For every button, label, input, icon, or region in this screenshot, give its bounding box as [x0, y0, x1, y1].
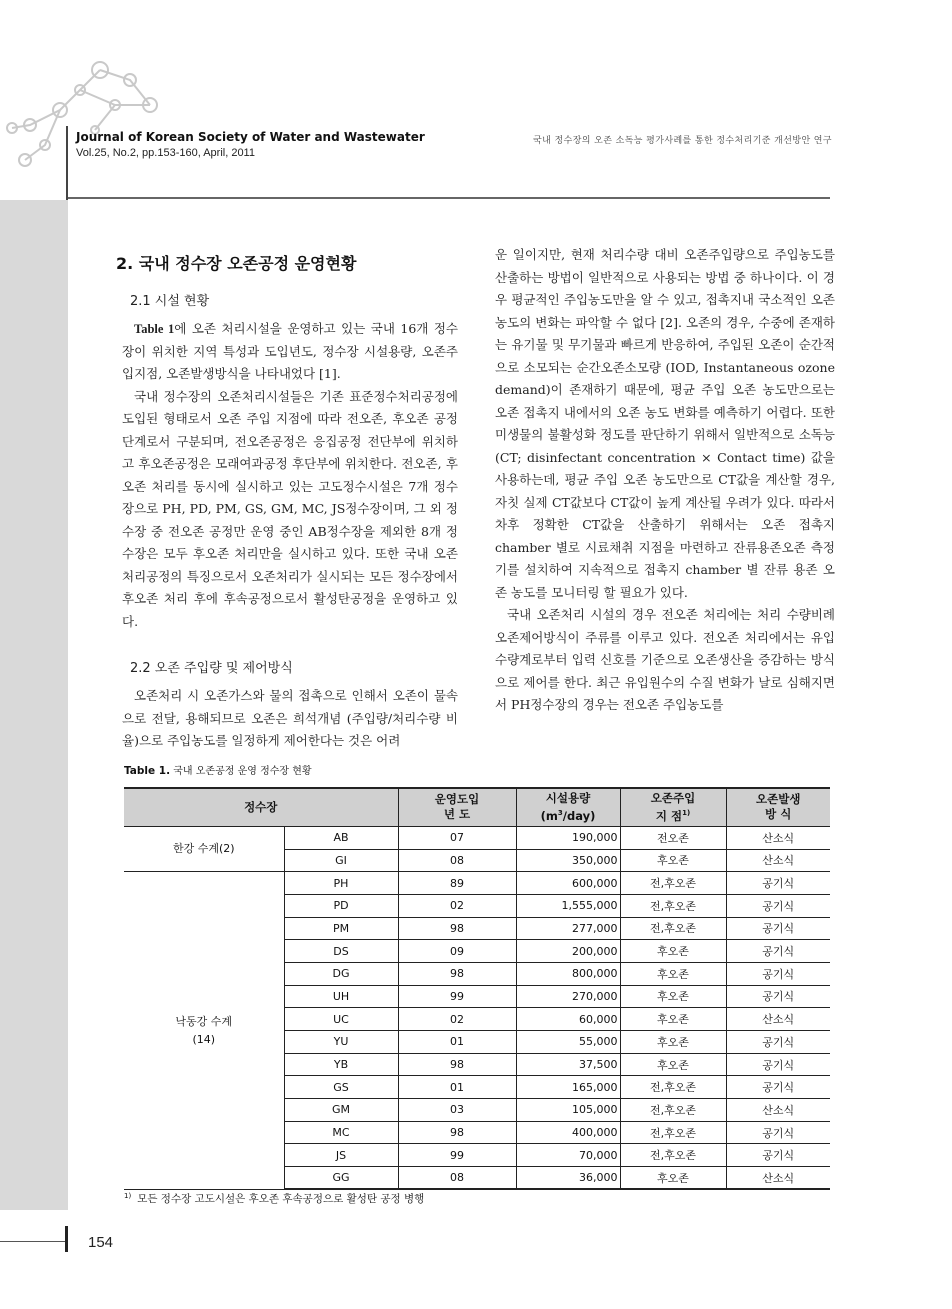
header-generation-method: 오존발생 방 식: [726, 788, 830, 826]
injection-point-cell: 후오존: [620, 940, 726, 963]
year-cell: 02: [398, 1008, 516, 1031]
capacity-cell: 60,000: [516, 1008, 620, 1031]
generation-method-cell: 공기식: [726, 1144, 830, 1167]
plant-code-cell: PM: [284, 917, 398, 940]
generation-method-cell: 산소식: [726, 826, 830, 849]
injection-point-cell: 후오존: [620, 985, 726, 1008]
year-cell: 98: [398, 1121, 516, 1144]
injection-point-cell: 전,후오존: [620, 917, 726, 940]
year-cell: 09: [398, 940, 516, 963]
capacity-cell: 55,000: [516, 1031, 620, 1054]
generation-method-cell: 산소식: [726, 1167, 830, 1190]
injection-point-cell: 전,후오존: [620, 872, 726, 895]
paragraph-2: 국내 정수장의 오존처리시설들은 기존 표준정수처리공정에 도입된 형태로서 오존 주입 지점에 따라 전오존, 후오존 공정단계로서 구분되며, 전오존공정은 응집공정 전단부에 위치하고 후오존공정은 모래여과공정 후단부에 위치한다. 전오존, 후오존 처리를 동시에 실시하고 있는 고도정수시설은 7개 정수장으로 PH, PD, PM, GS, GM, MC, JS정수장이며, 그 외 정수장 중 전오존 공정만 운영 중인 AB정수장을 제외한 8개 정수장은 모두 후오존 처리만을 실시하고 있다. 또한 국내 오존처리공정의 특징으로서 오존처리가 실시되는 모든 정수장에서 후오존 처리 후에 후속공정으로서 활성탄공정을 운영하고 있다.: [122, 388, 458, 629]
capacity-cell: 105,000: [516, 1099, 620, 1122]
injection-point-cell: 후오존: [620, 1053, 726, 1076]
plant-code-cell: DS: [284, 940, 398, 963]
generation-method-cell: 산소식: [726, 849, 830, 872]
header-injection-point: 오존주입 지 점$^{1)}$: [620, 788, 726, 826]
subsection-title-2-1: 2.1 시설 현황: [130, 294, 210, 309]
plant-code-cell: MC: [284, 1121, 398, 1144]
plant-code-cell: YB: [284, 1053, 398, 1076]
injection-point-cell: 후오존: [620, 962, 726, 985]
year-cell: 08: [398, 849, 516, 872]
section-title: 2. 국내 정수장 오존공정 운영현황: [116, 254, 357, 273]
capacity-cell: 200,000: [516, 940, 620, 963]
plant-code-cell: UC: [284, 1008, 398, 1031]
table-caption: Table 1. 국내 오존공정 운영 정수장 현황: [124, 765, 312, 777]
capacity-cell: 350,000: [516, 849, 620, 872]
year-cell: 99: [398, 1144, 516, 1167]
volume-info: Vol.25, No.2, pp.153-160, April, 2011: [76, 147, 255, 159]
molecule-decoration: [0, 50, 190, 190]
capacity-cell: 400,000: [516, 1121, 620, 1144]
group-nakdong-river: 낙동강 수계 (14): [124, 872, 284, 1190]
table-row: [124, 826, 830, 849]
plant-code-cell: AB: [284, 826, 398, 849]
group-han-river: 한강 수계(2): [124, 826, 284, 871]
plant-code-cell: YU: [284, 1031, 398, 1054]
capacity-cell: 600,000: [516, 872, 620, 895]
year-cell: 08: [398, 1167, 516, 1190]
header-rule: [68, 197, 830, 199]
header-vertical-rule: [66, 126, 68, 200]
year-cell: 89: [398, 872, 516, 895]
plant-code-cell: DG: [284, 962, 398, 985]
table-footnote: $^{1)}$ 모든 정수장 고도시설은 후오존 후속공정으로 활성탄 공정 병행: [124, 1191, 425, 1205]
capacity-cell: 277,000: [516, 917, 620, 940]
generation-method-cell: 공기식: [726, 1076, 830, 1099]
paragraph-3: 오존처리 시 오존가스와 물의 접촉으로 인해서 오존이 물속으로 전달, 용해되므로 오존은 희석개념 (주입량/처리수량 비율)으로 주입농도를 일정하게 제어한다는 것은 어려: [122, 688, 458, 748]
injection-point-cell: 후오존: [620, 1031, 726, 1054]
table-row: [124, 872, 830, 895]
plant-code-cell: JS: [284, 1144, 398, 1167]
generation-method-cell: 공기식: [726, 1031, 830, 1054]
generation-method-cell: 산소식: [726, 1099, 830, 1122]
paragraph-5: 국내 오존처리 시설의 경우 전오존 처리에는 처리 수량비례 오존제어방식이 주류를 이루고 있다. 전오존 처리에서는 유입 수량계로부터 입력 신호를 기준으로 오존생산을 증감하는 방식으로 제어를 한다. 최근 유입원수의 수질 변화가 날로 심해지면서 PH정수장의 경우는 전오존 주입농도를: [495, 607, 835, 712]
capacity-cell: 1,555,000: [516, 894, 620, 917]
running-title: 국내 정수장의 오존 소독능 평가사례를 통한 정수처리기준 개선방안 연구: [533, 136, 832, 146]
header-year: 운영도입 년 도: [398, 788, 516, 826]
page-number-bar: [65, 1226, 68, 1252]
plant-code-cell: PH: [284, 872, 398, 895]
year-cell: 01: [398, 1031, 516, 1054]
header-plant: 정수장: [124, 788, 398, 826]
capacity-cell: 70,000: [516, 1144, 620, 1167]
injection-point-cell: 전오존: [620, 826, 726, 849]
injection-point-cell: 후오존: [620, 1167, 726, 1190]
plant-code-cell: GS: [284, 1076, 398, 1099]
generation-method-cell: 공기식: [726, 940, 830, 963]
journal-name: Journal of Korean Society of Water and Wastewater: [76, 130, 425, 144]
capacity-cell: 800,000: [516, 962, 620, 985]
injection-point-cell: 전,후오존: [620, 1099, 726, 1122]
capacity-cell: 190,000: [516, 826, 620, 849]
year-cell: 98: [398, 962, 516, 985]
year-cell: 98: [398, 1053, 516, 1076]
generation-method-cell: 공기식: [726, 962, 830, 985]
header-capacity: 시설용량 $(m^3/day)$: [516, 788, 620, 826]
year-cell: 03: [398, 1099, 516, 1122]
page-number-rule: [0, 1241, 66, 1242]
plant-code-cell: GI: [284, 849, 398, 872]
plant-code-cell: PD: [284, 894, 398, 917]
year-cell: 02: [398, 894, 516, 917]
generation-method-cell: 공기식: [726, 917, 830, 940]
table-ref[interactable]: Table 1: [134, 322, 175, 336]
plant-code-cell: GG: [284, 1167, 398, 1190]
year-cell: 07: [398, 826, 516, 849]
capacity-cell: 270,000: [516, 985, 620, 1008]
subsection-title-2-2: 2.2 오존 주입량 및 제어방식: [130, 661, 293, 676]
year-cell: 99: [398, 985, 516, 1008]
capacity-cell: 36,000: [516, 1167, 620, 1190]
year-cell: 98: [398, 917, 516, 940]
side-bar: [0, 200, 68, 1210]
right-column: [495, 244, 835, 717]
plant-code-cell: UH: [284, 985, 398, 1008]
capacity-cell: 37,500: [516, 1053, 620, 1076]
capacity-cell: 165,000: [516, 1076, 620, 1099]
generation-method-cell: 공기식: [726, 985, 830, 1008]
left-column: [116, 248, 458, 753]
page-number: 154: [88, 1234, 114, 1251]
injection-point-cell: 후오존: [620, 1008, 726, 1031]
generation-method-cell: 공기식: [726, 1121, 830, 1144]
paragraph-4: 운 일이지만, 현재 처리수량 대비 오존주입량으로 주입농도를 산출하는 방법이 일반적으로 사용되는 방법 중 하나이다. 이 경우 평균적인 주입농도만을 알 수 있고, 접촉지내 국소적인 오존농도의 변화는 파악할 수 없다 [2]. 오존의 경우, 수중에 존재하는 유기물 및 무기물과 빠르게 반응하여, 주입된 오존이 순간적으로 소모되는 순간오존소모량 (IOD, Instantaneous ozone demand)이 존재하기 때문에, 평균 주입 오존 농도만으로는 오존 접촉지 내에서의 오존 농도 변화를 예측하기 어렵다. 또한 미생물의 불활성화 정도를 판단하기 위해서 일반적으로 소독능 (CT; disinfectant concentration × Contact time) 값을 사용하는데, 평균 주입 오존 농도만으로 CT값을 계산할 경우, 자칫 실제 CT값보다 CT값이 높게 계산될 우려가 있다. 따라서 차후 정확한 CT값을 산출하기 위해서는 오존 접촉지 chamber 별로 시료채취 지점을 마련하고 잔류용존오존 측정기를 설치하여 지속적으로 접촉지 chamber 별 잔류 용존 오존 농도를 모니터링 할 필요가 있다.: [495, 247, 835, 600]
paragraph-1: Table 1에 오존 처리시설을 운영하고 있는 국내 16개 정수장이 위치한 지역 특성과 도입년도, 정수장 시설용량, 오존주입지점, 오존발생방식을 나타내었다 [1].: [122, 321, 458, 381]
generation-method-cell: 공기식: [726, 872, 830, 895]
injection-point-cell: 전,후오존: [620, 1144, 726, 1167]
injection-point-cell: 전,후오존: [620, 1121, 726, 1144]
generation-method-cell: 공기식: [726, 894, 830, 917]
ozone-plant-table: [124, 787, 830, 1190]
injection-point-cell: 전,후오존: [620, 1076, 726, 1099]
generation-method-cell: 산소식: [726, 1008, 830, 1031]
injection-point-cell: 후오존: [620, 849, 726, 872]
year-cell: 01: [398, 1076, 516, 1099]
generation-method-cell: 공기식: [726, 1053, 830, 1076]
plant-code-cell: GM: [284, 1099, 398, 1122]
table-header-row: [124, 788, 830, 826]
injection-point-cell: 전,후오존: [620, 894, 726, 917]
